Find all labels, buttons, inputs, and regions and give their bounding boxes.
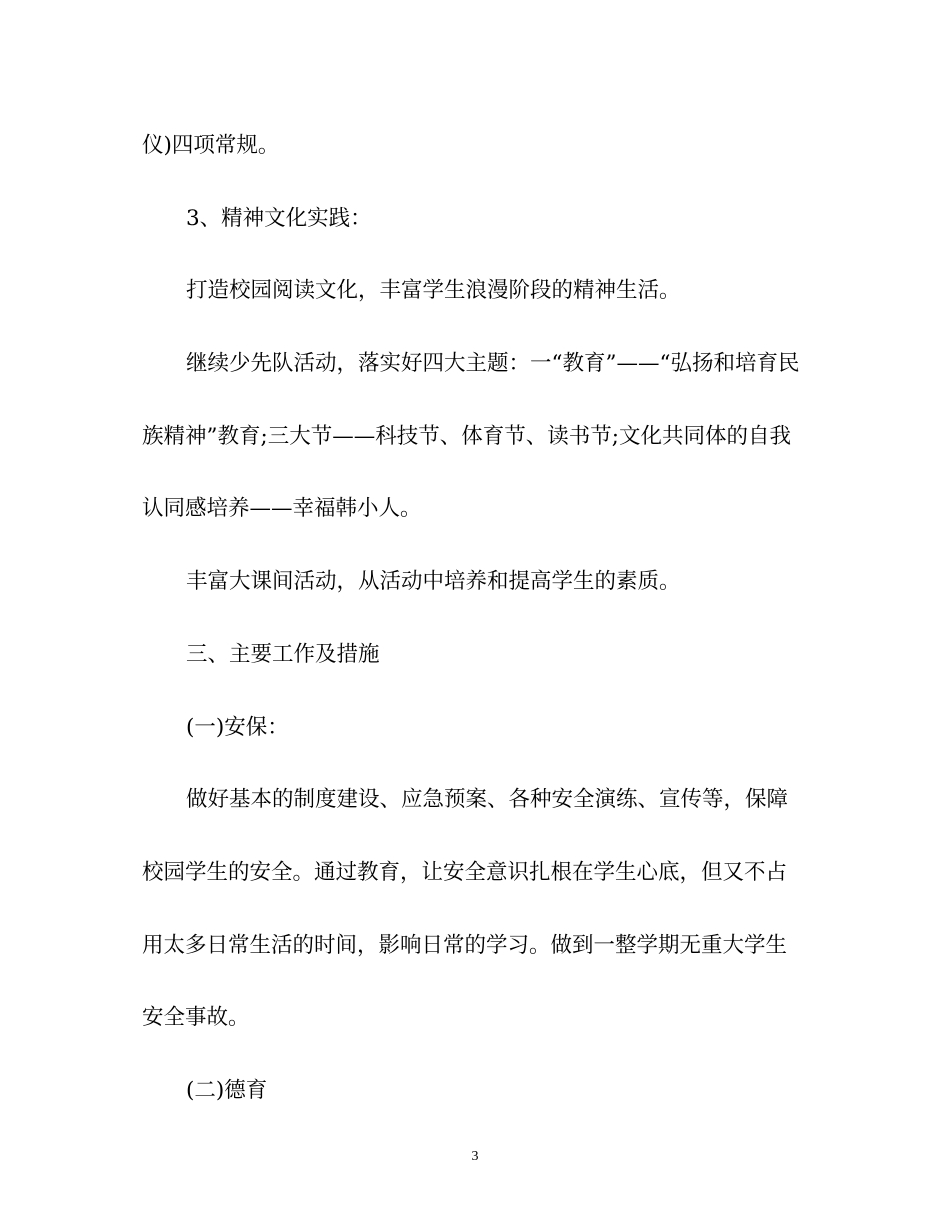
paragraph-line: 做好基本的制度建设、应急预案、各种安全演练、宣传等，保障 xyxy=(186,787,789,812)
paragraph-line: 仪)四项常规。 xyxy=(142,133,280,158)
subsection-heading: (一)安保： xyxy=(186,715,289,740)
section-heading: 三、主要工作及措施 xyxy=(186,642,380,667)
paragraph-line: 校园学生的安全。通过教育，让安全意识扎根在学生心底，但又不占 xyxy=(142,860,788,885)
subsection-heading: (二)德育 xyxy=(186,1078,268,1103)
paragraph-line: 族精神”教育;三大节——科技节、体育节、读书节;文化共同体的自我 xyxy=(142,424,791,449)
paragraph-line: 打造校园阅读文化，丰富学生浪漫阶段的精神生活。 xyxy=(186,278,681,303)
paragraph-line: 继续少先队活动，落实好四大主题：一“教育”——“弘扬和培育民 xyxy=(186,351,800,376)
section-heading: 3、精神文化实践： xyxy=(186,206,372,231)
page-number: 3 xyxy=(471,1149,479,1164)
paragraph-line: 安全事故。 xyxy=(142,1005,250,1030)
paragraph-line: 认同感培养——幸福韩小人。 xyxy=(142,496,422,521)
paragraph-line: 丰富大课间活动，从活动中培养和提高学生的素质。 xyxy=(186,569,681,594)
paragraph-line: 用太多日常生活的时间，影响日常的学习。做到一整学期无重大学生 xyxy=(142,933,788,958)
